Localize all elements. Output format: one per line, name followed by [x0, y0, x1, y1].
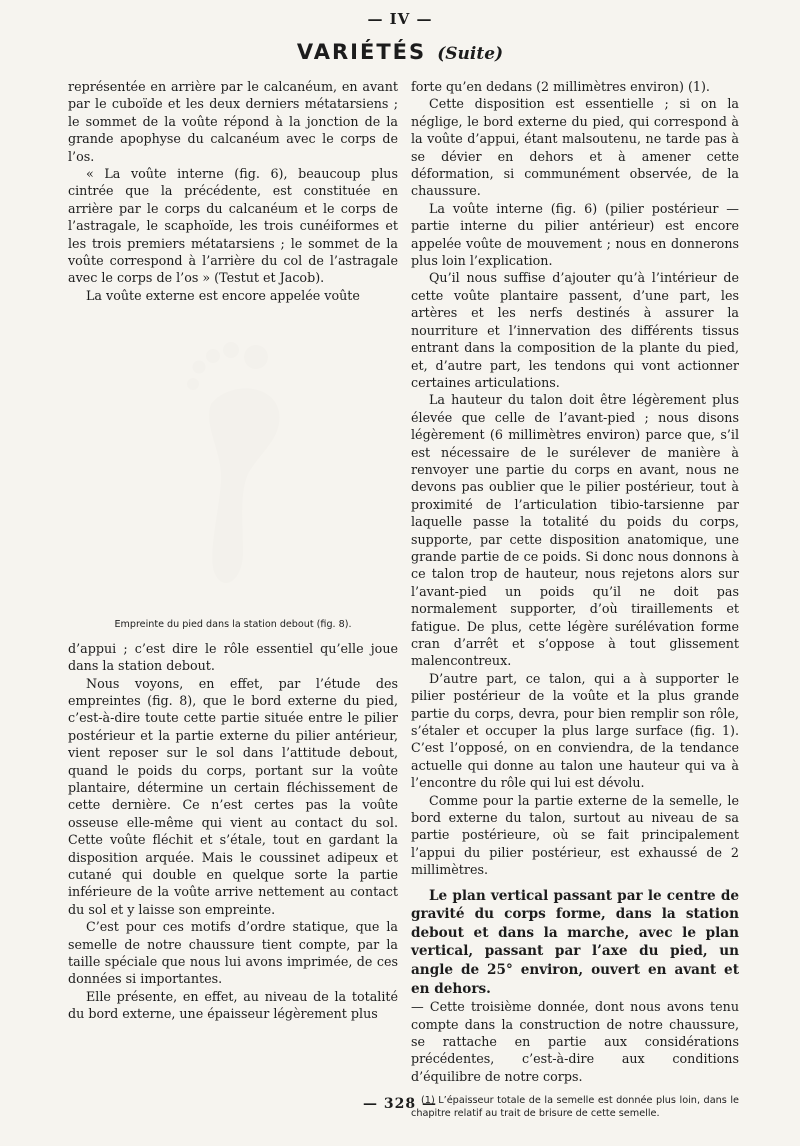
paragraph: « La voûte interne (fig. 6), beaucoup plus cintrée que la précédente, est constituée en arrière par le corps du calcanéum et le corps de l’astragale, le scaphoïde, les trois cunéiformes et les trois premiers métatarsiens ; le sommet de la voûte correspond à l’arrière du col de l’astragale avec le corps de l’os » (Testut et Jacob).	[68, 166, 398, 286]
footprint-figure	[68, 312, 398, 633]
header-subtitle: (Suite)	[437, 44, 504, 64]
left-column	[68, 78, 398, 1023]
paragraph: Qu’il nous suffise d’ajouter qu’à l’intérieur de cette voûte plantaire passent, d’une part, les artères et les nerfs destinés à assurer la nourriture et l’innervation des différents tissus entrant dans la composition de la plante du pied, et, d’autre part, les tendons qui vont actionner certaines articulations.	[411, 270, 739, 390]
page-number-bottom: — 328 —	[363, 1096, 437, 1112]
page-header	[0, 40, 800, 64]
paragraph: d’appui ; c’est dire le rôle essentiel qu’elle joue dans la station debout.	[68, 640, 398, 674]
paragraph: C’est pour ces motifs d’ordre statique, que la semelle de notre chaussure tient compte, par la taille spéciale que nous lui avons imprimée, de ces données si importantes.	[68, 919, 398, 987]
paragraph: forte qu’en dedans (2 millimètres environ) (1).	[411, 79, 710, 94]
paragraph: Comme pour la partie externe de la semelle, le bord externe du talon, surtout au niveau de sa partie postérieure, où se fait principalement l’appui du pilier postérieur, est exhaussé de 2 millimètres.	[411, 792, 739, 878]
page-number-top: — IV —	[367, 10, 433, 28]
footnote: (1) L’épaisseur totale de la semelle est donnée plus loin, dans le chapitre relatif au trait de brisure de cette semelle.	[411, 1095, 739, 1120]
right-column	[411, 78, 739, 1121]
paragraph: La hauteur du talon doit être légèrement plus élevée que celle de l’avant-pied ; nous disons légèrement (6 millimètres environ) parce que, s’il est nécessaire de le surélever de manière à renvoyer une partie du corps en avant, nous ne devons pas oublier que le pilier postérieur, tout à proximité de l’articulation tibio-tarsienne par laquelle passe la totalité du poids du corps, supporte, par cette disposition anatomique, une grande partie de ce poids. Si donc nous donnons à ce talon trop de hauteur, nous rejetons alors sur l’avant-pied un poids qu’il ne doit pas normalement supporter, d’où tiraillements et fatigue. De plus, cette légère surélévation forme cran d’arrêt et s’oppose à tout glissement malencontreux.	[411, 392, 739, 669]
figure-caption: Empreinte du pied dans la station debout (fig. 8).	[114, 619, 352, 631]
paragraph: La voûte externe est encore appelée voûte	[86, 287, 360, 303]
bold-principle-paragraph: Le plan vertical passant par le centre de gravité du corps forme, dans la station debout et dans la marche, avec le plan vertical, passant par l’axe du pied, un angle de 25° environ, ouvert en avant et en dehors.	[411, 887, 739, 997]
header-title: VARIÉTÉS	[296, 40, 427, 64]
paragraph: Cette disposition est essentielle ; si on la néglige, le bord externe du pied, qui correspond à la voûte d’appui, étant malsoutenu, ne tarde pas à se dévier en dehors et à amener cette déformation, si communément observée, de la chaussure.	[411, 96, 739, 199]
paragraph: — Cette troisième donnée, dont nous avons tenu compte dans la construction de notre chaussure, se rattache en partie aux considérations précédentes, c’est-à-dire aux conditions d’équilibre de notre corps.	[411, 999, 739, 1084]
paragraph: Nous voyons, en effet, par l’étude des empreintes (fig. 8), que le bord externe du pied, c’est-à-dire toute cette partie située entre le pilier postérieur et la partie externe du pilier antérieur, vient reposer sur le sol dans l’attitude debout, quand le poids du corps, portant sur la voûte plantaire, détermine un certain fléchissement de cette dernière. Ce n’est certes pas la voûte osseuse elle-même qui vient au contact du sol. Cette voûte fléchit et s’étale, tout en gardant la disposition arquée. Mais le coussinet adipeux et cutané qui double en quelque sorte la partie inférieure de la voûte arrive nettement au contact du sol et y laisse son empreinte.	[68, 675, 398, 917]
paragraph: Elle présente, en effet, au niveau de la totalité du bord externe, une épaisseur légèrement plus	[68, 988, 398, 1022]
paragraph: La voûte interne (fig. 6) (pilier postérieur — partie interne du pilier antérieur) est encore appelée voûte de mouvement ; nous en donnerons plus loin l’explication.	[411, 200, 739, 269]
paragraph: D’autre part, ce talon, qui a à supporter le pilier postérieur de la voûte et la plus grande partie du corps, devra, pour bien remplir son rôle, s’étaler et occuper la plus large surface (fig. 1). C’est l’opposé, on en conviendra, de la tendance actuelle qui donne au talon une hauteur qui va à l’encontre du rôle qui lui est dévolu.	[411, 670, 739, 791]
paragraph: représentée en arrière par le calcanéum, en avant par le cuboïde et les deux derniers métatarsiens ; le sommet de la voûte répond à la jonction de la grande apophyse du calcanéum avec le corps de l’os.	[68, 79, 398, 164]
footprint-illustration	[133, 312, 333, 612]
